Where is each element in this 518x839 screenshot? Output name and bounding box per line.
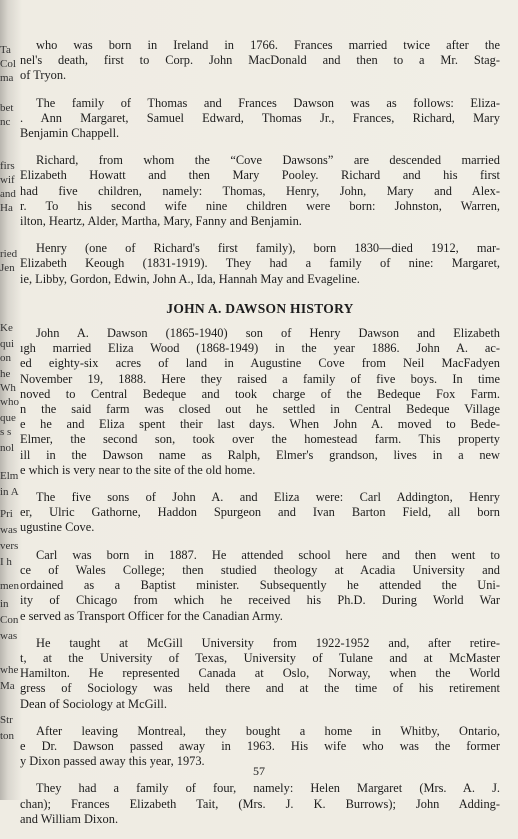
page-content xyxy=(20,38,500,839)
text-line: Henry (one of Richard's first family), born 1830—died 1912, mar- xyxy=(36,241,500,256)
text-line: e served as Transport Officer for the Canadian Army. xyxy=(20,608,283,623)
gutter-fragment: I h xyxy=(0,556,12,568)
gutter-fragment: qui xyxy=(0,338,15,350)
text-line: nel's death, first to Corp. John MacDonald and then to a Mr. Stag- xyxy=(20,53,500,68)
text-line: chan); Frances Elizabeth Tait, (Mrs. J. K. Burrows); John Adding- xyxy=(20,796,500,811)
text-line: ity of Chicago from which he received his Ph.D. During World War xyxy=(20,593,500,608)
gutter-fragment: Col xyxy=(0,58,16,70)
gutter-fragment: Con xyxy=(0,614,19,626)
text-line: n the said farm was closed out he settled in Central Bedeque Village xyxy=(20,402,500,417)
paragraph xyxy=(20,38,500,84)
gutter-fragment: was xyxy=(0,630,18,642)
gutter-fragment: vers xyxy=(0,540,19,552)
paragraph xyxy=(20,548,500,624)
gutter-fragment: ma xyxy=(0,72,14,84)
text-line: t, at the University of Texas, University of Tulane and at McMaster xyxy=(20,650,500,665)
text-line: November 19, 1888. Here they raised a family of five boys. In time xyxy=(20,371,500,386)
gutter-fragment: on xyxy=(0,352,11,364)
gutter-fragment: ton xyxy=(0,730,15,742)
section-heading: JOHN A. DAWSON HISTORY xyxy=(166,300,354,316)
text-line: e he and Eliza spent their last days. When John A. moved to Bede- xyxy=(20,417,500,432)
gutter-fragment: s s xyxy=(0,426,12,438)
gutter-fragment: was xyxy=(0,524,18,536)
text-line: r. To his second wife nine children were born: Johnston, Warren, xyxy=(20,198,500,213)
history-section xyxy=(20,326,500,827)
text-line: gress of Sociology was held there and at the time of his retirement xyxy=(20,681,500,696)
text-line: The five sons of John A. and Eliza were: Carl Addington, Henry xyxy=(36,490,500,505)
text-line: Elmer, the second son, took over the homestead farm. This property xyxy=(20,432,500,447)
text-line: ce of Wales College; then studied theology at Acadia University and xyxy=(20,562,500,577)
text-line: ill in the Dawson name as Ralph, Elmer's grandson, lives in a new xyxy=(20,447,500,462)
gutter-fragment: Pri xyxy=(0,508,13,520)
paragraph xyxy=(20,96,500,142)
text-line: ıgh married Eliza Wood (1868-1949) in the year 1886. John A. ac- xyxy=(20,341,500,356)
gutter-fragment: Jen xyxy=(0,262,15,274)
gutter-fragment: and xyxy=(0,188,16,200)
text-line: Hamilton. He represented Canada at Oslo, Norway, when the World xyxy=(20,666,500,681)
text-line: had five children, namely: Thomas, Henry, John, Mary and Alex- xyxy=(20,183,500,198)
text-line: er, Ulric Gathorne, Haddon Spurgeon and Ivan Barton Field, all born xyxy=(20,505,500,520)
family-section xyxy=(20,38,500,287)
text-line: y Dixon passed away this year, 1973. xyxy=(20,754,205,769)
paragraph xyxy=(20,781,500,827)
text-line: Dean of Sociology at McGill. xyxy=(20,696,167,711)
gutter-fragment: firs xyxy=(0,160,15,172)
text-line: e which is very near to the site of the old home. xyxy=(20,462,256,477)
paragraph xyxy=(20,241,500,287)
gutter-fragment: que xyxy=(0,412,16,424)
gutter-fragment: in A xyxy=(0,486,19,498)
gutter-fragment: he xyxy=(0,368,11,380)
gutter-fragment: Ha xyxy=(0,202,13,214)
text-line: Carl was born in 1887. He attended school here and then went to xyxy=(36,547,500,562)
text-line: of Tryon. xyxy=(20,68,67,83)
paragraph xyxy=(20,153,500,229)
text-line: . Ann Margaret, Samuel Edward, Thomas Jr., Frances, Richard, Mary xyxy=(20,110,500,125)
gutter-fragment: nol xyxy=(0,442,15,454)
gutter-fragment: bet xyxy=(0,102,14,114)
paragraph xyxy=(20,636,500,712)
gutter-fragment: nc xyxy=(0,116,11,128)
adjacent-page-gutter xyxy=(0,0,20,800)
text-line: ilton, Heartz, Alder, Martha, Mary, Fanny and Benjamin. xyxy=(20,214,302,229)
text-line: who was born in Ireland in 1766. Frances married twice after the xyxy=(36,38,500,52)
paragraph xyxy=(20,490,500,536)
text-line: ugustine Cove. xyxy=(20,520,95,535)
text-line: ordained as a Baptist minister. Subsequently he attended the Uni- xyxy=(20,578,500,593)
gutter-fragment: Str xyxy=(0,714,13,726)
gutter-fragment: Elm xyxy=(0,470,19,482)
text-line: ie, Libby, Gordon, Edwin, John A., Ida, Hannah May and Evageline. xyxy=(20,271,360,286)
gutter-fragment: ried xyxy=(0,248,18,260)
page-number: 57 xyxy=(253,764,265,778)
text-line: After leaving Montreal, they bought a home in Whitby, Ontario, xyxy=(36,723,500,738)
text-line: They had a family of four, namely: Helen Margaret (Mrs. A. J. xyxy=(36,781,500,796)
text-line: John A. Dawson (1865-1940) son of Henry Dawson and Elizabeth xyxy=(36,326,500,341)
gutter-fragment: whe xyxy=(0,664,19,676)
gutter-fragment: in xyxy=(0,598,9,610)
text-line: and William Dixon. xyxy=(20,811,119,826)
gutter-fragment: Ke xyxy=(0,322,13,334)
gutter-fragment: Ta xyxy=(0,44,11,56)
text-line: noved to Central Bedeque and took charge of the Bedeque Fox Farm. xyxy=(20,386,500,401)
text-line: He taught at McGill University from 1922-1952 and, after retire- xyxy=(36,635,500,650)
text-line: Elizabeth Howatt and then Mary Pooley. Richard and his first xyxy=(20,168,500,183)
text-line: Richard, from whom the “Cove Dawsons” are descended married xyxy=(36,153,500,168)
gutter-fragment: Wh xyxy=(0,382,16,394)
paragraph xyxy=(20,326,500,478)
text-line: Elizabeth Keough (1831-1919). They had a family of nine: Margaret, xyxy=(20,256,500,271)
paragraph xyxy=(20,724,500,770)
gutter-fragment: men xyxy=(0,580,19,592)
text-line: ed eighty-six acres of land in Augustine Cove from Neil MacFadyen xyxy=(20,356,500,371)
gutter-fragment: wif xyxy=(0,174,15,186)
text-line: The family of Thomas and Frances Dawson was as follows: Eliza- xyxy=(36,95,500,110)
text-line: e Dr. Dawson passed away in 1963. His wife who was the former xyxy=(20,738,500,753)
gutter-fragment: who xyxy=(0,396,19,408)
text-line: Benjamin Chappell. xyxy=(20,126,120,141)
gutter-fragment: Ma xyxy=(0,680,15,692)
